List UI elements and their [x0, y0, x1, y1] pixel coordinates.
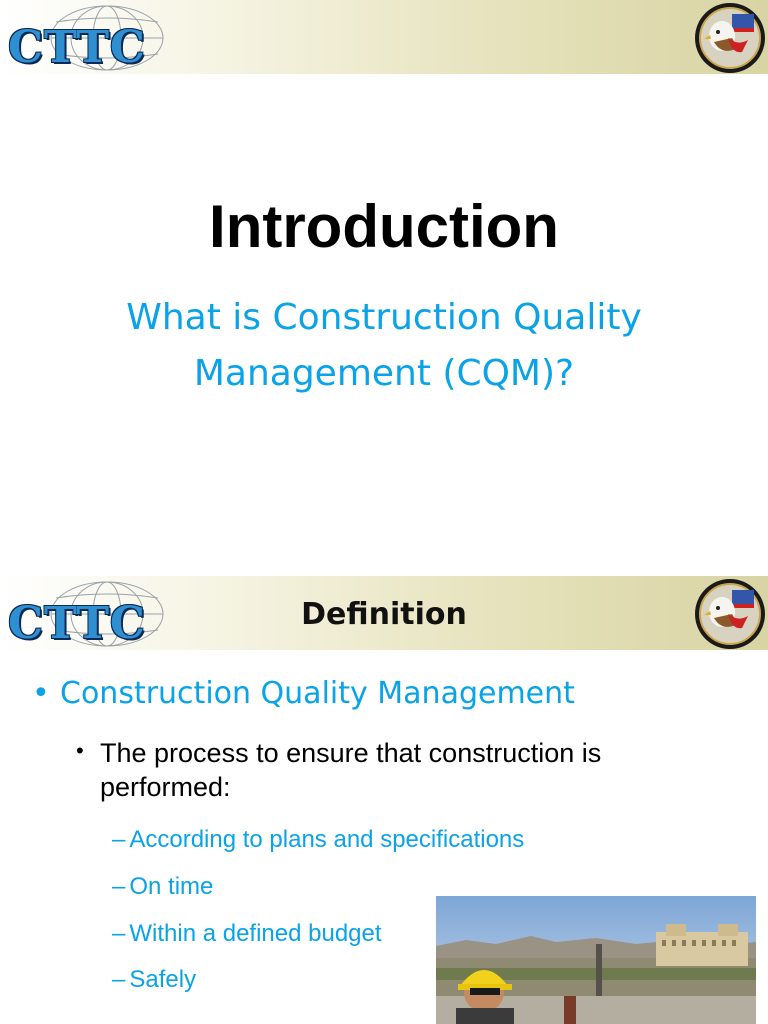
sub-bullet-text: Within a defined budget: [129, 920, 382, 947]
slide-title: Introduction: [209, 193, 559, 260]
header-banner: [0, 0, 768, 74]
banner-title: Definition: [301, 597, 467, 632]
slide-subtitle: [0, 290, 768, 402]
sub-bullet: [112, 873, 213, 901]
bullet-level-1: [32, 676, 575, 711]
subtitle-line-1: What is Construction Quality: [126, 297, 642, 338]
bullet-dot-icon: •: [76, 738, 84, 763]
slide-separator: [0, 548, 768, 576]
logo-text: CTTC: [8, 598, 146, 649]
bullet-level-2: [76, 736, 676, 804]
sub-bullet: [112, 920, 382, 948]
sub-bullet: [112, 966, 196, 994]
slide-definition: [0, 576, 768, 1024]
logo-text: CTTC: [8, 22, 146, 73]
sub-bullet-text: Safely: [129, 966, 197, 993]
dash-icon: –: [112, 826, 126, 853]
dash-icon: –: [112, 966, 126, 993]
bullet-dot-icon: •: [32, 676, 50, 711]
sub-bullet-text: According to plans and specifications: [129, 826, 525, 853]
eagle-seal-icon: [694, 2, 766, 74]
header-banner: [0, 576, 768, 650]
dash-icon: –: [112, 920, 126, 947]
sub-bullet-text: On time: [129, 873, 214, 900]
eagle-seal-icon: [694, 578, 766, 650]
subtitle-line-2: Management (CQM)?: [193, 353, 575, 394]
construction-site-photo: [436, 896, 756, 1024]
bullet-text: Construction Quality Management: [60, 676, 575, 711]
dash-icon: –: [112, 873, 126, 900]
bullet-text: The process to ensure that construction is performed:: [100, 738, 602, 802]
sub-bullet: [112, 826, 524, 854]
cttc-logo: [0, 2, 170, 74]
